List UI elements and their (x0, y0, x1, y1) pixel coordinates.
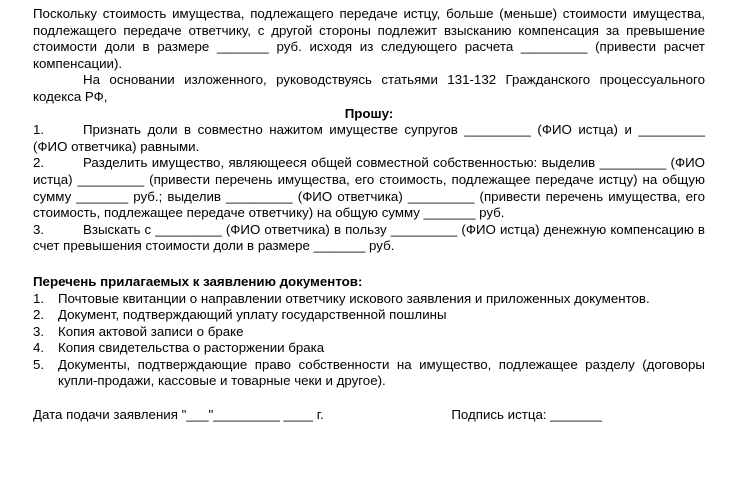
attachment-number: 4. (33, 340, 45, 356)
request-item (33, 122, 705, 155)
attachment-item (33, 340, 705, 357)
request-heading: Прошу: (344, 105, 394, 121)
request-item (33, 222, 705, 255)
request-number: 3. (33, 221, 45, 237)
paragraph-compensation: Поскольку стоимость имущества, подлежащего передаче истцу, больше (меньше) стоимости имущества, подлежащего передаче ответчику, с другой стороны подлежит взысканию компенсация за превышение стоимости доли в размере _______ руб. исходя из следующего расчета _________ (привести расчет компенсации). (33, 6, 705, 71)
request-item (33, 155, 705, 221)
request-number: 2. (33, 155, 45, 171)
attachment-number: 1. (33, 290, 45, 306)
paragraph-legal-basis: На основании изложенного, руководствуясь статьями 131-132 Гражданского процессуального кодекса РФ, (33, 72, 705, 104)
plaintiff-signature-label: Подпись истца: _______ (451, 407, 602, 423)
attachments-list (33, 291, 705, 391)
attachment-number: 2. (33, 307, 45, 323)
attachment-text: Почтовые квитанции о направлении ответчику искового заявления и приложенных документов. (58, 290, 650, 306)
request-text: Признать доли в совместно нажитом имуществе супругов _________ (ФИО истца) и _________ (ФИО ответчика) равными. (33, 122, 705, 154)
attachment-text: Копия актовой записи о браке (58, 323, 244, 339)
attachment-text: Документ, подтверждающий уплату государственной пошлины (58, 307, 447, 323)
attachment-text: Копия свидетельства о расторжении брака (58, 340, 325, 356)
request-text: Разделить имущество, являющееся общей совместной собственностью: выделив _________ (ФИО истца) _________ (привести перечень имущества, его стоимость, подлежащее передаче истцу) на общую сумму _______ руб.; выделив _________ (ФИО ответчика) _________ (привести перечень имущества, его стоимость, подлежащее передаче ответчику) на общую сумму _______ руб. (33, 155, 705, 221)
request-list (33, 122, 705, 255)
attachment-number: 3. (33, 323, 45, 339)
request-text: Взыскать с _________ (ФИО ответчика) в пользу _________ (ФИО истца) денежную компенсацию в счет превышения стоимости доли в размере _______ руб. (33, 221, 705, 254)
attachment-item (33, 307, 705, 324)
attachment-item (33, 324, 705, 341)
attachment-text: Документы, подтверждающие право собственности на имущество, подлежащее разделу (договоры купли-продажи, кассовые и товарные чеки и другое). (58, 356, 705, 389)
attachment-number: 5. (33, 356, 45, 372)
document-body (33, 6, 705, 424)
attachment-item (33, 357, 705, 390)
footer (33, 407, 705, 424)
attachments-heading: Перечень прилагаемых к заявлению документов: (33, 273, 363, 289)
attachment-item (33, 291, 705, 308)
request-number: 1. (33, 122, 45, 138)
filing-date-label: Дата подачи заявления "___"_________ ____ г. (33, 407, 324, 423)
